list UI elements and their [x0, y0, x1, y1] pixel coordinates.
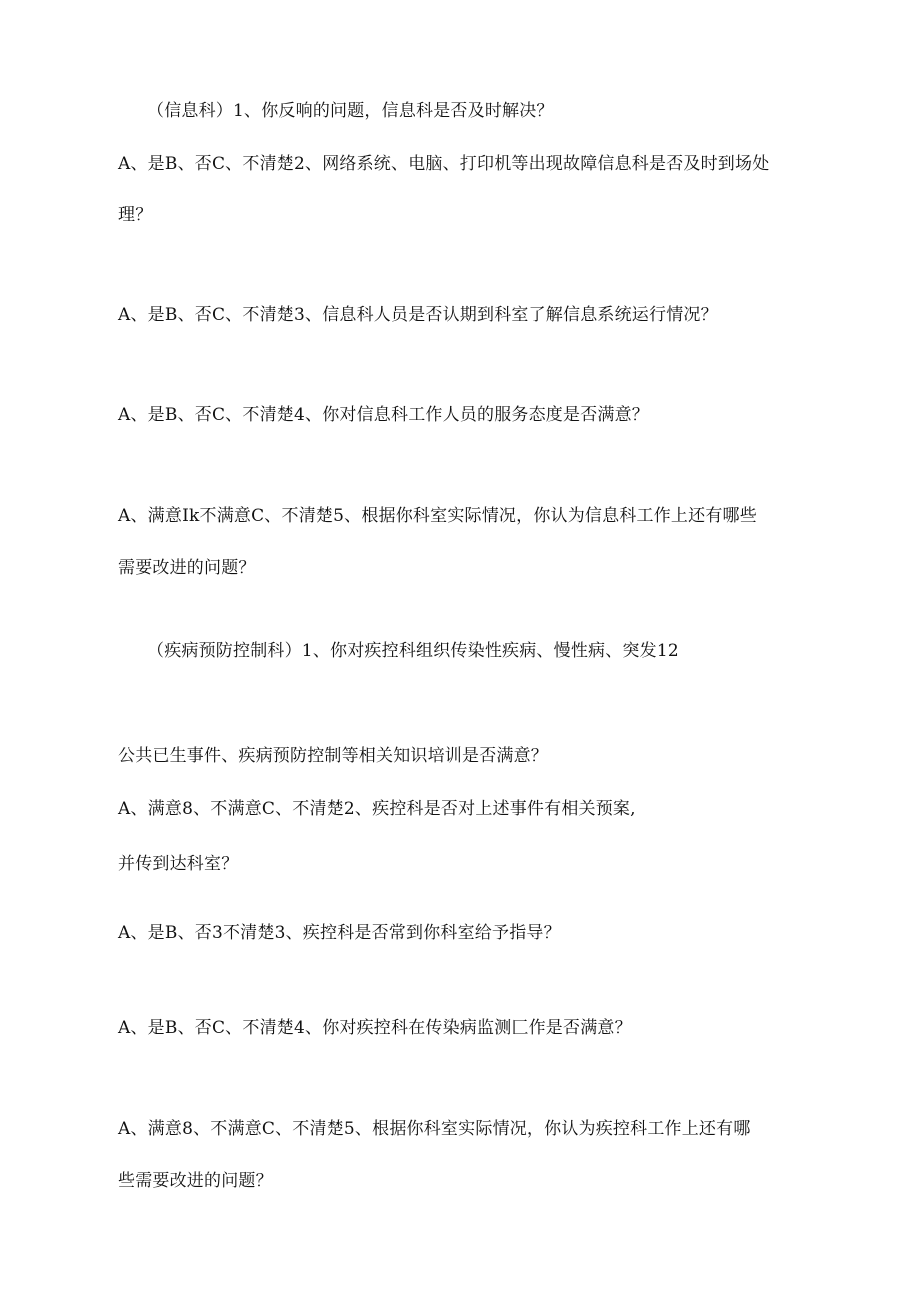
section-header-information-dept: （信息科）1、你反响的问题，信息科是否及时解决？	[147, 101, 554, 121]
question-5b-continuation: 些需要改进的问题？	[118, 1171, 273, 1191]
answer-options-q4-question-5: A、满意Ik不满意C、不清楚5、根据你科室实际情况，你认为信息科工作上还有哪些	[118, 506, 757, 526]
answer-options-q3-question-4: A、是B、否C、不清楚4、你对信息科工作人员的服务态度是否满意？	[118, 405, 649, 425]
question-2-continuation: 理？	[118, 205, 153, 225]
question-2b-continuation: 并传到达科室？	[118, 854, 239, 874]
question-5-continuation: 需要改进的问题？	[118, 558, 256, 578]
answer-options-q2-question-3: A、是B、否C、不清楚3、信息科人员是否认期到科室了解信息系统运行情况？	[118, 305, 718, 325]
answer-options-q1-question-2: A、是B、否C、不清楚2、网络系统、电脑、打印机等出现故障信息科是否及时到场处	[118, 154, 770, 174]
question-1-continuation: 公共已生事件、疾病预防控制等相关知识培训是否满意？	[118, 746, 548, 766]
answer-options-q4b-question-5b: A、满意8、不满意C、不清楚5、根据你科室实际情况，你认为疾控科工作上还有哪	[118, 1119, 751, 1139]
section-header-disease-control-dept: （疾病预防控制科）1、你对疾控科组织传染性疾病、慢性病、突发12	[147, 641, 679, 661]
answer-options-q1-question-2b: A、满意8、不满意C、不清楚2、疾控科是否对上述事件有相关预案,	[118, 799, 636, 819]
answer-options-q3b-question-4b: A、是B、否C、不清楚4、你对疾控科在传染病监测匚作是否满意？	[118, 1018, 632, 1038]
answer-options-q2b-question-3b: A、是B、否3不清楚3、疾控科是否常到你科室给予指导？	[118, 923, 561, 943]
